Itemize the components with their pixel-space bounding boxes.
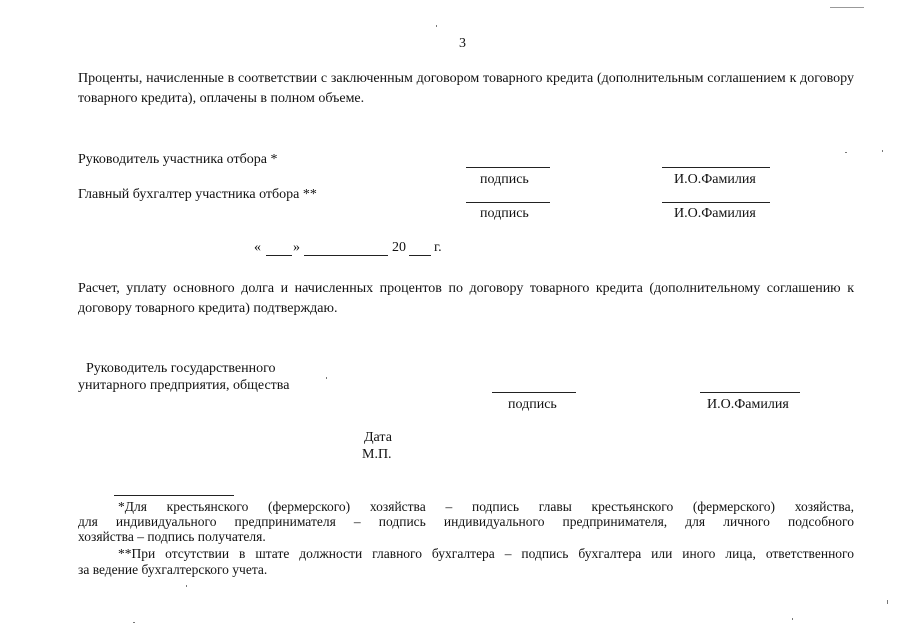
footnote-1-line2: для индивидуального предпринимателя – подпись индивидуального предпринимателя, для личного подсобного bbox=[78, 514, 854, 529]
scan-speck bbox=[845, 152, 847, 153]
chief-accountant-label: Главный бухгалтер участника отбора ** bbox=[78, 187, 317, 202]
enterprise-head-label-line1: Руководитель государственного bbox=[86, 361, 276, 376]
scan-speck bbox=[133, 622, 135, 623]
confirmation-paragraph: Расчет, уплату основного долга и начисленных процентов по договору товарного кредита (дополнительному соглашению к договору товарного кредита) подтверждаю. bbox=[78, 281, 854, 316]
signature-caption-enterprise: подпись bbox=[508, 397, 557, 412]
name-caption-head: И.О.Фамилия bbox=[674, 172, 756, 187]
name-line-head bbox=[662, 167, 770, 168]
scan-speck bbox=[186, 585, 187, 587]
page-number: 3 bbox=[459, 36, 466, 51]
scan-speck bbox=[887, 600, 888, 604]
name-line-enterprise bbox=[700, 392, 800, 393]
footnote-2-line2: за ведение бухгалтерского учета. bbox=[78, 562, 268, 577]
signature-caption-head: подпись bbox=[480, 172, 529, 187]
name-caption-accountant: И.О.Фамилия bbox=[674, 206, 756, 221]
seal-label: М.П. bbox=[362, 447, 392, 462]
date-day-blank bbox=[266, 255, 292, 256]
date-year-blank bbox=[409, 255, 431, 256]
intro-paragraph: Проценты, начисленные в соответствии с заключенным договором товарного кредита (дополнительным соглашением к договору товарного кредита), оплачены в полном объеме. bbox=[78, 71, 854, 106]
footnote-1-line1: *Для крестьянского (фермерского) хозяйства – подпись главы крестьянского (фермерского) хозяйства, bbox=[118, 499, 854, 514]
enterprise-head-label-line2: унитарного предприятия, общества bbox=[78, 378, 290, 393]
head-participant-label: Руководитель участника отбора * bbox=[78, 152, 278, 167]
scan-speck bbox=[436, 25, 437, 27]
name-caption-enterprise: И.О.Фамилия bbox=[707, 397, 789, 412]
signature-line-enterprise bbox=[492, 392, 576, 393]
date-year-suffix: г. bbox=[434, 240, 442, 255]
footnote-1-line3: хозяйства – подпись получателя. bbox=[78, 529, 266, 544]
date-label: Дата bbox=[364, 430, 392, 445]
signature-caption-accountant: подпись bbox=[480, 206, 529, 221]
date-month-blank bbox=[304, 255, 388, 256]
name-line-accountant bbox=[662, 202, 770, 203]
date-close-quote: » bbox=[293, 240, 300, 255]
scan-speck bbox=[792, 618, 793, 620]
scan-speck bbox=[326, 377, 327, 379]
date-year-prefix: 20 bbox=[392, 240, 406, 255]
footnote-2-line1: **При отсутствии в штате должности главного бухгалтера – подпись бухгалтера или иного лица, ответственного bbox=[118, 546, 854, 561]
signature-line-head bbox=[466, 167, 550, 168]
date-open-quote: « bbox=[254, 240, 261, 255]
signature-line-accountant bbox=[466, 202, 550, 203]
footnote-separator bbox=[114, 495, 234, 496]
scan-artifact-line bbox=[830, 7, 864, 8]
scan-speck bbox=[882, 150, 883, 152]
